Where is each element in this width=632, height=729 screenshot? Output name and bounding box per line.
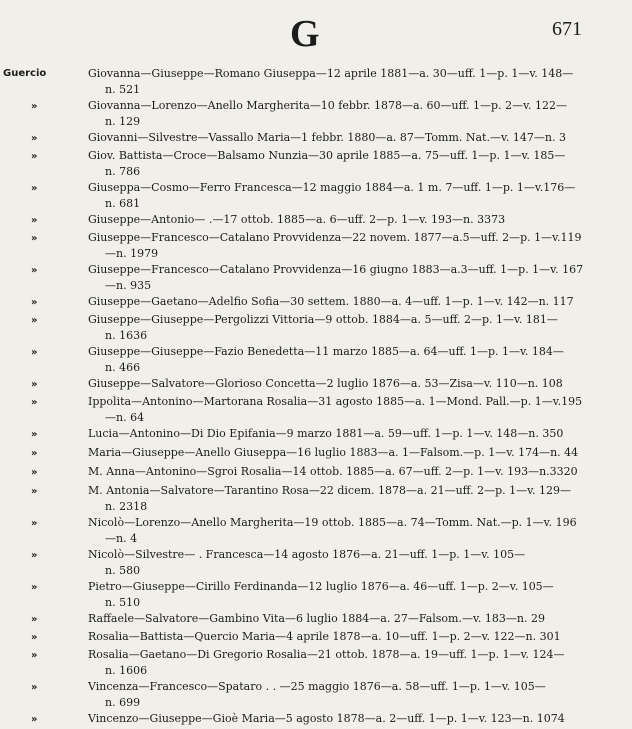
ditto-glyph: »: [31, 550, 38, 561]
register-entry: [0, 515, 632, 547]
ditto-glyph: »: [31, 714, 38, 725]
ditto-glyph: »: [31, 347, 38, 358]
register-entry: [0, 426, 632, 445]
entry-continuation: —n. 1979: [105, 247, 159, 260]
register-entry: [0, 579, 632, 611]
ditto-glyph: »: [31, 151, 38, 162]
ditto-glyph: »: [31, 486, 38, 497]
entry-text: Giovanna—Lorenzo—Anello Margherita—10 febbr. 1878—a. 60—uff. 1—p. 2—v. 122—: [88, 99, 567, 112]
entry-text: Giuseppe—Gaetano—Adelfio Sofia—30 settem. 1880—a. 4—uff. 1—p. 1—v. 142—n. 117: [88, 295, 574, 308]
entry-text: Giuseppe—Giuseppe—Pergolizzi Vittoria—9 ottob. 1884—a. 5—uff. 2—p. 1—v. 181—: [88, 313, 558, 326]
register-entry: [0, 711, 632, 729]
ditto-glyph: »: [31, 467, 38, 478]
entry-text: Lucia—Antonino—Di Dio Epifania—9 marzo 1881—a. 59—uff. 1—p. 1—v. 148—n. 350: [88, 427, 564, 440]
register-entry: [0, 344, 632, 376]
register-entry: [0, 230, 632, 262]
entry-text: Giuseppe—Salvatore—Glorioso Concetta—2 luglio 1876—a. 53—Zisa—v. 110—n. 108: [88, 377, 563, 390]
page-header: [0, 0, 632, 64]
register-entry: [0, 312, 632, 344]
entry-text: M. Antonia—Salvatore—Tarantino Rosa—22 dicem. 1878—a. 21—uff. 2—p. 1—v. 129—: [88, 484, 571, 497]
entry-continuation: n. 521: [105, 83, 141, 96]
entry-text: Raffaele—Salvatore—Gambino Vita—6 luglio 1884—a. 27—Falsom.—v. 183—n. 29: [88, 612, 545, 625]
entry-continuation: —n. 64: [105, 411, 145, 424]
entry-text: Giuseppe—Antonio— .—17 ottob. 1885—a. 6—uff. 2—p. 1—v. 193—n. 3373: [88, 213, 506, 226]
register-entry: [0, 611, 632, 629]
register-entry: [0, 212, 632, 230]
register-entry: [0, 262, 632, 294]
entry-continuation: n. 510: [105, 596, 141, 609]
entry-text: Giovanni—Silvestre—Vassallo Maria—1 febbr. 1880—a. 87—Tomm. Nat.—v. 147—n. 3: [88, 131, 566, 144]
ditto-glyph: »: [31, 448, 38, 459]
ditto-glyph: »: [31, 215, 38, 226]
ditto-glyph: »: [31, 265, 38, 276]
section-letter: G: [290, 13, 321, 55]
entry-continuation: n. 681: [105, 197, 141, 210]
register-entry: [0, 629, 632, 647]
entry-text: Rosalia—Battista—Quercio Maria—4 aprile 1878—a. 10—uff. 1—p. 2—v. 122—n. 301: [88, 630, 561, 643]
ditto-glyph: »: [31, 429, 38, 440]
entry-continuation: n. 129: [105, 115, 141, 128]
ditto-glyph: »: [31, 518, 38, 529]
entry-text: Maria—Giuseppe—Anello Giuseppa—16 luglio 1883—a. 1—Falsom.—p. 1—v. 174—n. 44: [88, 446, 579, 459]
entry-continuation: n. 699: [105, 696, 141, 709]
register-entry: [0, 445, 632, 464]
register-entry: [0, 679, 632, 711]
register-entry: [0, 130, 632, 148]
entry-text: Giuseppa—Cosmo—Ferro Francesca—12 maggio 1884—a. 1 m. 7—uff. 1—p. 1—v.176—: [88, 181, 576, 194]
entry-continuation: n. 2318: [105, 500, 148, 513]
entry-text: Ippolita—Antonino—Martorana Rosalia—31 agosto 1885—a. 1—Mond. Pall.—p. 1—v.195: [88, 395, 583, 408]
register-entry: [0, 180, 632, 212]
page-number: 671: [552, 18, 582, 40]
entry-text: Pietro—Giuseppe—Cirillo Ferdinanda—12 luglio 1876—a. 46—uff. 1—p. 2—v. 105—: [88, 580, 554, 593]
ditto-glyph: »: [31, 233, 38, 244]
register-entry: [0, 98, 632, 130]
ditto-glyph: »: [31, 133, 38, 144]
ditto-glyph: »: [31, 397, 38, 408]
death-register-list: [0, 66, 632, 729]
entry-text: Giuseppe—Francesco—Catalano Provvidenza—16 giugno 1883—a.3—uff. 1—p. 1—v. 167: [88, 263, 584, 276]
register-entry: [0, 394, 632, 426]
entry-text: Nicolò—Silvestre— . Francesca—14 agosto 1876—a. 21—uff. 1—p. 1—v. 105—: [88, 548, 526, 561]
entry-text: M. Anna—Antonino—Sgroi Rosalia—14 ottob. 1885—a. 67—uff. 2—p. 1—v. 193—n.3320: [88, 465, 578, 478]
entry-continuation: —n. 935: [105, 279, 152, 292]
entry-text: Giov. Battista—Croce—Balsamo Nunzia—30 aprile 1885—a. 75—uff. 1—p. 1—v. 185—: [88, 149, 566, 162]
entry-text: Nicolò—Lorenzo—Anello Margherita—19 ottob. 1885—a. 74—Tomm. Nat.—p. 1—v. 196: [88, 516, 577, 529]
ditto-glyph: »: [31, 650, 38, 661]
register-entry: [0, 547, 632, 579]
ditto-glyph: »: [31, 632, 38, 643]
ditto-glyph: »: [31, 101, 38, 112]
register-entry: [0, 464, 632, 483]
ditto-glyph: »: [31, 582, 38, 593]
entry-continuation: n. 786: [105, 165, 141, 178]
register-entry: [0, 66, 632, 98]
ditto-glyph: »: [31, 183, 38, 194]
entry-text: Giuseppe—Giuseppe—Fazio Benedetta—11 marzo 1885—a. 64—uff. 1—p. 1—v. 184—: [88, 345, 564, 358]
surname-heading: Guercio: [3, 68, 47, 79]
entry-text: Giovanna—Giuseppe—Romano Giuseppa—12 aprile 1881—a. 30—uff. 1—p. 1—v. 148—: [88, 67, 574, 80]
entry-text: Giuseppe—Francesco—Catalano Provvidenza—22 novem. 1877—a.5—uff. 2—p. 1—v.119: [88, 231, 582, 244]
entry-text: Rosalia—Gaetano—Di Gregorio Rosalia—21 ottob. 1878—a. 19—uff. 1—p. 1—v. 124—: [88, 648, 565, 661]
ditto-glyph: »: [31, 315, 38, 326]
entry-continuation: n. 1606: [105, 664, 148, 677]
entry-continuation: —n. 4: [105, 532, 138, 545]
register-entry: [0, 483, 632, 515]
register-entry: [0, 148, 632, 180]
ditto-glyph: »: [31, 297, 38, 308]
entry-continuation: n. 1636: [105, 329, 148, 342]
ditto-glyph: »: [31, 682, 38, 693]
register-entry: [0, 647, 632, 679]
ditto-glyph: »: [31, 379, 38, 390]
entry-text: Vincenza—Francesco—Spataro . . —25 maggio 1876—a. 58—uff. 1—p. 1—v. 105—: [88, 680, 546, 693]
ditto-glyph: »: [31, 614, 38, 625]
entry-continuation: n. 580: [105, 564, 141, 577]
register-entry: [0, 294, 632, 312]
entry-text: Vincenzo—Giuseppe—Gioè Maria—5 agosto 1878—a. 2—uff. 1—p. 1—v. 123—n. 1074: [88, 712, 565, 725]
entry-continuation: n. 466: [105, 361, 141, 374]
register-entry: [0, 376, 632, 394]
